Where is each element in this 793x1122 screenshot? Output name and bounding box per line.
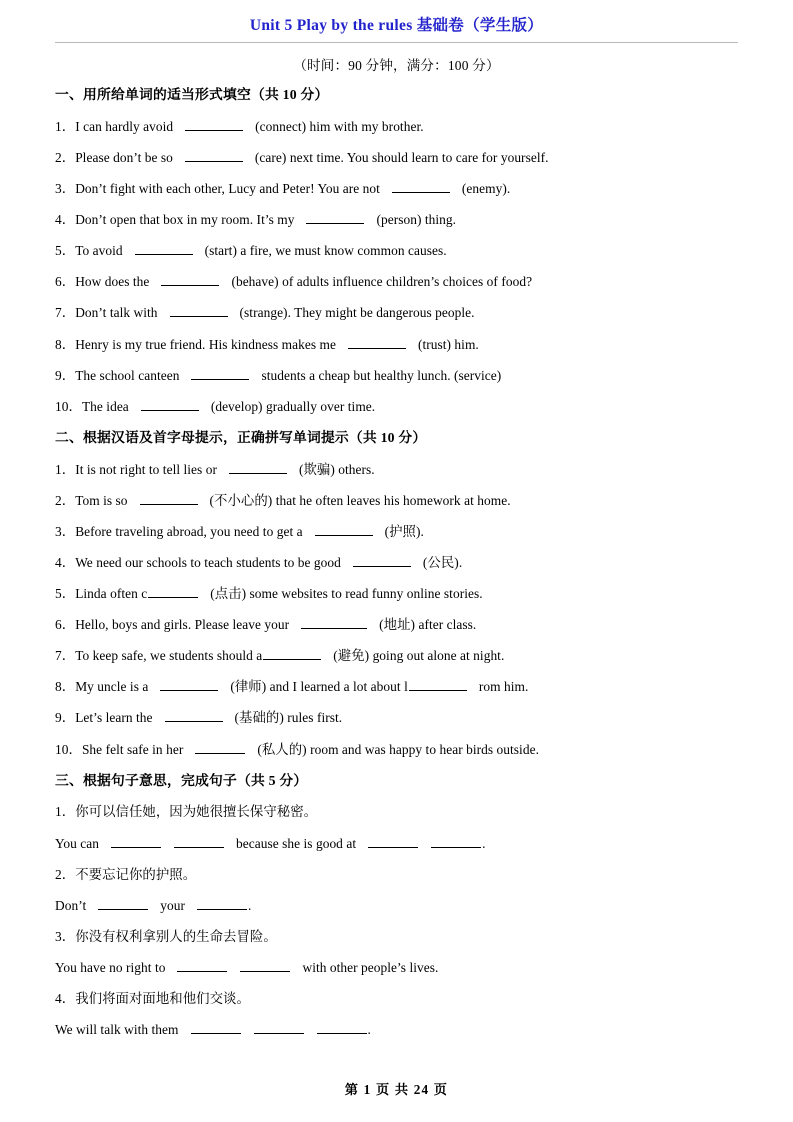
question-item (55, 272, 741, 292)
question-number: 3． (55, 181, 76, 197)
question-text: The school canteen (75, 367, 180, 383)
answer-blank[interactable] (368, 834, 418, 847)
question-number: 4． (55, 554, 76, 570)
question-item (55, 522, 741, 542)
question-prompt-cn: 不要忘记你的护照。 (75, 866, 197, 882)
answer-blank[interactable] (306, 211, 364, 224)
answer-blank[interactable] (141, 398, 199, 411)
question-item (55, 646, 741, 666)
question-text: (律师) and I learned a lot about l (230, 679, 408, 695)
question-text: I can hardly avoid (75, 118, 174, 134)
question-item (55, 303, 741, 323)
question-number: 9． (55, 367, 76, 383)
answer-line (55, 896, 741, 916)
question-number: 10． (55, 741, 82, 757)
question-number: 2． (55, 492, 76, 508)
answer-blank[interactable] (185, 118, 243, 131)
question-text: (护照). (384, 523, 424, 539)
question-item (55, 802, 741, 822)
question-number: 2． (55, 866, 76, 882)
question-number: 9． (55, 710, 76, 726)
sections-container (55, 85, 741, 1040)
question-number: 4． (55, 991, 76, 1007)
question-prompt-cn: 你可以信任她，因为她很擅长保守秘密。 (75, 804, 318, 820)
question-item (55, 491, 741, 511)
question-text: Don’t fight with each other, Lucy and Peter! You are not (75, 181, 380, 197)
question-text: (避免) going out alone at night. (333, 648, 505, 664)
section-heading: 三、根据句子意思，完成句子（共 5 分） (55, 772, 308, 788)
question-item (55, 584, 741, 604)
answer-blank[interactable] (160, 678, 218, 691)
question-text: Please don’t be so (75, 149, 173, 165)
question-text: We need our schools to teach students to be good (75, 554, 341, 570)
question-prompt-cn: 我们将面对面地和他们交谈。 (75, 991, 250, 1007)
answer-text: Don’t (55, 897, 87, 913)
question-text: (公民). (422, 554, 463, 570)
section-heading: 二、根据汉语及首字母提示，正确拼写单词提示（共 10 分） (55, 429, 427, 445)
question-text: (develop) gradually over time. (210, 398, 376, 414)
answer-text: because she is good at (236, 835, 357, 851)
question-number: 2． (55, 149, 76, 165)
question-text: Before traveling abroad, you need to get a (75, 523, 303, 539)
question-text: (不小心的) that he often leaves his homework at home. (209, 492, 511, 508)
answer-blank[interactable] (140, 491, 198, 504)
question-number: 7． (55, 305, 76, 321)
page-title: Unit 5 Play by the rules 基础卷（学生版） (249, 17, 544, 34)
header-divider (55, 42, 738, 43)
question-text: (地址) after class. (379, 617, 477, 633)
question-item (55, 241, 741, 261)
answer-blank[interactable] (161, 273, 219, 286)
question-number: 1． (55, 461, 76, 477)
question-text: Linda often c (75, 586, 148, 602)
answer-blank[interactable] (98, 896, 148, 909)
answer-blank[interactable] (348, 335, 406, 348)
answer-blank[interactable] (317, 1021, 367, 1034)
question-text: My uncle is a (75, 679, 149, 695)
question-text: (enemy). (461, 181, 511, 197)
answer-blank[interactable] (409, 678, 467, 691)
answer-blank[interactable] (240, 959, 290, 972)
answer-text: . (367, 1022, 371, 1038)
answer-blank[interactable] (177, 959, 227, 972)
answer-blank[interactable] (301, 616, 367, 629)
question-item (55, 460, 741, 480)
page-footer: 第 1 页 共 24 页 (344, 1082, 449, 1097)
answer-blank[interactable] (392, 180, 450, 193)
question-text: How does the (75, 274, 150, 290)
question-item (55, 148, 741, 168)
question-item (55, 335, 741, 355)
question-number: 4． (55, 212, 76, 228)
answer-line (55, 1020, 741, 1040)
question-text: (connect) him with my brother. (255, 118, 424, 134)
answer-line (55, 958, 741, 978)
answer-blank[interactable] (431, 834, 481, 847)
question-item (55, 677, 741, 697)
question-text: Henry is my true friend. His kindness makes me (75, 336, 336, 352)
question-text: Hello, boys and girls. Please leave your (75, 617, 290, 633)
question-number: 5． (55, 243, 76, 259)
answer-blank[interactable] (135, 242, 193, 255)
answer-text: with other people’s lives. (302, 959, 439, 975)
exam-subtitle: （时间：90 分钟，满分：100 分） (293, 58, 500, 74)
answer-text: . (482, 835, 486, 851)
answer-blank[interactable] (148, 585, 198, 598)
question-item (55, 927, 741, 947)
question-number: 7． (55, 648, 76, 664)
question-text: Tom is so (75, 492, 128, 508)
answer-line (55, 834, 741, 854)
question-number: 5． (55, 586, 76, 602)
answer-blank[interactable] (191, 366, 249, 379)
question-number: 6． (55, 617, 76, 633)
question-item (55, 865, 741, 885)
answer-blank[interactable] (174, 834, 224, 847)
question-item (55, 989, 741, 1009)
question-text: It is not right to tell lies or (75, 461, 217, 477)
question-text: (care) next time. You should learn to care for yourself. (254, 149, 549, 165)
exam-content (0, 85, 793, 1040)
question-text: (person) thing. (376, 212, 457, 228)
question-item (55, 708, 741, 728)
question-number: 3． (55, 523, 76, 539)
question-text: students a cheap but healthy lunch. (service) (261, 367, 502, 383)
question-text: To keep safe, we students should a (75, 648, 263, 664)
question-text: The idea (81, 398, 129, 414)
question-number: 8． (55, 679, 76, 695)
answer-text: . (248, 897, 252, 913)
question-item (55, 210, 741, 230)
answer-blank[interactable] (195, 740, 245, 753)
question-number: 1． (55, 118, 76, 134)
question-item (55, 397, 741, 417)
answer-text: We will talk with them (55, 1022, 179, 1038)
answer-blank[interactable] (111, 834, 161, 847)
question-number: 1． (55, 804, 76, 820)
answer-blank[interactable] (165, 709, 223, 722)
question-text: (behave) of adults influence children’s choices of food? (231, 274, 533, 290)
question-text: (欺骗) others. (298, 461, 375, 477)
question-text: Let’s learn the (75, 710, 153, 726)
question-text: She felt safe in her (81, 741, 184, 757)
question-text: Don’t talk with (75, 305, 158, 321)
question-number: 6． (55, 274, 76, 290)
question-text: (基础的) rules first. (234, 710, 343, 726)
question-text: rom him. (478, 679, 529, 695)
question-item (55, 740, 741, 760)
question-prompt-cn: 你没有权利拿别人的生命去冒险。 (75, 928, 277, 944)
answer-text: You can (55, 835, 99, 851)
question-item (55, 117, 741, 137)
question-text: (私人的) room and was happy to hear birds outside. (257, 741, 539, 757)
question-text: To avoid (75, 243, 123, 259)
answer-blank[interactable] (185, 149, 243, 162)
document-header (0, 0, 793, 36)
section-heading: 一、用所给单词的适当形式填空（共 10 分） (55, 87, 329, 103)
question-text: (trust) him. (417, 336, 479, 352)
question-number: 8． (55, 336, 76, 352)
answer-text: You have no right to (55, 959, 166, 975)
answer-blank[interactable] (229, 460, 287, 473)
answer-blank[interactable] (353, 554, 411, 567)
question-item (55, 553, 741, 573)
question-item (55, 179, 741, 199)
answer-blank[interactable] (263, 647, 321, 660)
answer-text: your (160, 897, 185, 913)
question-item (55, 366, 741, 386)
question-number: 3． (55, 928, 76, 944)
question-text: (strange). They might be dangerous people. (239, 305, 475, 321)
question-text: (点击) some websites to read funny online stories. (210, 586, 483, 602)
question-text: (start) a fire, we must know common causes. (204, 243, 447, 259)
answer-blank[interactable] (254, 1021, 304, 1034)
answer-blank[interactable] (197, 896, 247, 909)
question-item (55, 615, 741, 635)
answer-blank[interactable] (191, 1021, 241, 1034)
question-text: Don’t open that box in my room. It’s my (75, 212, 295, 228)
answer-blank[interactable] (170, 304, 228, 317)
question-number: 10． (55, 398, 82, 414)
answer-blank[interactable] (315, 523, 373, 536)
